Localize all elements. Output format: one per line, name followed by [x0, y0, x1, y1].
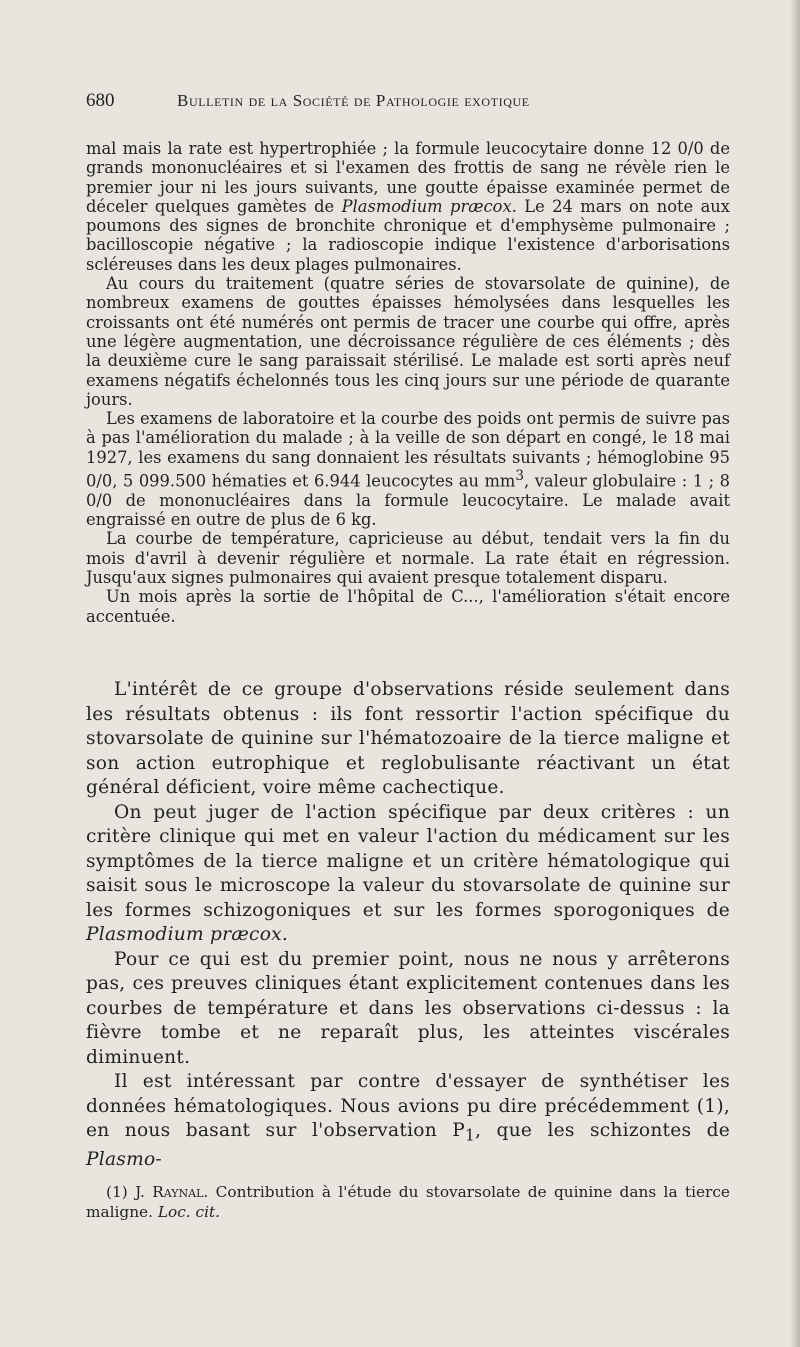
species-name: Plasmo- — [86, 1149, 162, 1171]
observation-paragraph-1 — [86, 139, 730, 274]
discussion-paragraph-4 — [86, 1070, 730, 1173]
superscript: 3 — [515, 468, 524, 485]
page-edge-shadow — [790, 0, 800, 1347]
observation-p1-rest: . Le 24 mars on note aux poumons des signes de bronchite chronique et d'emphysème pulmonaire ; bacilloscopie négative ; la radioscopie indique l'existence d'arborisations scléreuses dans les deux plages pulmonaires. — [86, 196, 730, 274]
species-name: Plasmodium præcox — [86, 924, 282, 945]
footnote — [86, 1182, 730, 1222]
observation-p1-intro: mal mais la rate est hypertrophiée ; la formule leucocytaire donne 12 0/0 de grands mononucléaires et si l'examen des frottis de sang ne révèle rien le premier jour ni les jours suivants, une goutte épaisse examinée permet de déceler quelques gamètes de — [86, 139, 730, 216]
observation-paragraph-4: La courbe de température, capricieuse au début, tendait vers la fin du mois d'avril à devenir régulière et normale. La rate était en régression. Jusqu'aux signes pulmonaires qui avaient presque totalement disparu. — [86, 529, 730, 587]
discussion-p4-text: Il est intéressant par contre d'essayer de synthétiser les données hématologiques. Nous avions pu dire précédemment (1), en nous basant sur l'observation P — [86, 1071, 730, 1141]
footnote-body: . Contribution à l'étude du stovarsolate de quinine dans la tierce maligne. — [86, 1183, 730, 1221]
discussion-paragraph-3: Pour ce qui est du premier point, nous ne nous y arrêterons pas, ces preuves cliniques étant explicitement contenues dans les courbes de température et dans les observations ci-dessus : la fièvre tombe et ne reparaît plus, les atteintes viscérales diminuent. — [86, 948, 730, 1068]
discussion-p2-end: . — [281, 924, 289, 945]
observation-paragraph-5: Un mois après la sortie de l'hôpital de C..., l'amélioration s'était encore accentuée. — [86, 587, 730, 626]
observation-paragraph-3 — [86, 409, 730, 529]
discussion-text — [86, 678, 730, 1173]
page-number: 680 — [86, 90, 115, 111]
observation-paragraph-2: Au cours du traitement (quatre séries de stovarsolate de quinine), de nombreux examens de gouttes épaisses hémolysées dans lesquelles les croissants ont été numérés ont permis de tracer une courbe qui offre, après une légère augmentation, une décroissance régulière de ces éléments ; dès la deuxième cure le sang paraissait stérilisé. Le malade est sorti après neuf examens négatifs échelonnés tous les cinq jours sur une période de quarante jours. — [86, 274, 730, 409]
discussion-p2-text: On peut juger de l'action spécifique par deux critères : un critère clinique qui met en valeur l'action du médicament sur les symptômes de la tierce maligne et un critère hématologique qui saisit sous le microscope la valeur du stovarsolate de quinine sur les formes schizogoniques et sur les formes sporogoniques de — [86, 801, 730, 921]
journal-title: Bulletin de la Société de Pathologie exotique — [177, 91, 530, 110]
footnote-marker: (1) — [106, 1183, 128, 1201]
discussion-p4-mid: , que les schizontes de — [475, 1120, 730, 1141]
footnote-text — [86, 1182, 730, 1222]
discussion-paragraph-2 — [86, 801, 730, 948]
footnote-author: J. Raynal — [135, 1183, 204, 1201]
subscript: 1 — [465, 1126, 476, 1145]
species-name: Plasmodium præcox — [341, 196, 512, 216]
running-header — [86, 90, 690, 120]
discussion-paragraph-1: L'intérêt de ce groupe d'observations réside seulement dans les résultats obtenus : ils font ressortir l'action spécifique du stovarsolate de quinine sur l'hématozoaire de la tierce maligne et son action eutrophique et reglobulisante réactivant un état général déficient, voire même cachectique. — [86, 679, 730, 798]
observation-p3-b: , valeur globulaire : 1 ; 8 0/0 de mononucléaires dans la formule leucocytaire. Le malade avait engraissé en outre de plus de 6 kg. — [86, 471, 730, 530]
footnote-citation: Loc. cit. — [157, 1203, 220, 1221]
observation-text — [86, 139, 730, 626]
observation-p3-a: Les examens de laboratoire et la courbe des poids ont permis de suivre pas à pas l'amélioration du malade ; à la veille de son départ en congé, le 18 mai 1927, les examens du sang donnaient les résultats suivants ; hémoglobine 95 0/0, 5 099.500 hématies et 6.944 leucocytes au mm — [86, 409, 731, 491]
